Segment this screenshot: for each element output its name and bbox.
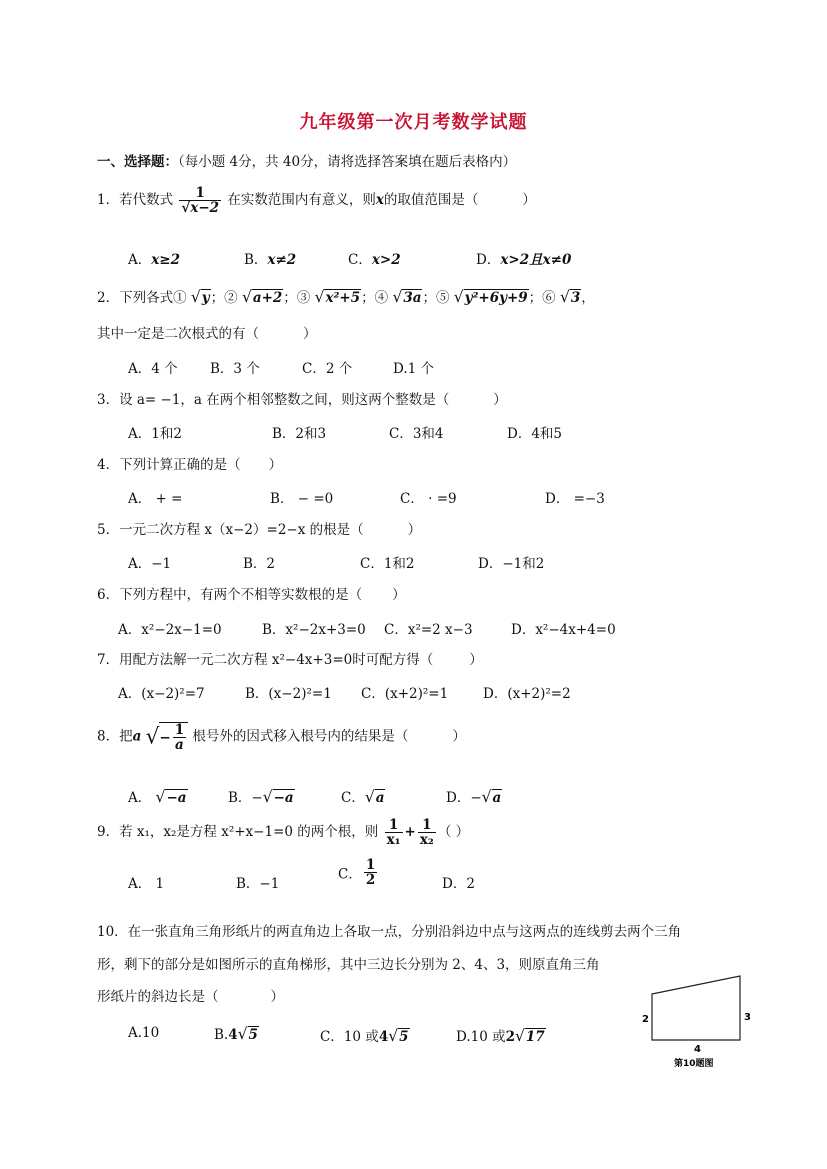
q3-option-d[interactable]: D．4和5 <box>507 426 563 442</box>
q10-option-d[interactable]: D.10 或2√17 <box>456 1027 545 1045</box>
q3-option-c[interactable]: C．3和4 <box>389 426 444 442</box>
q2-radical-3: √x²+5 <box>314 288 361 306</box>
question-4: 4．下列计算正确的是（ ） <box>97 457 283 473</box>
q8-var: a <box>132 728 142 745</box>
q1-option-c[interactable]: C．x>2 <box>348 252 401 268</box>
q8-text-post: 根号外的因式移入根号内的结果是（ <box>192 728 409 745</box>
q8-option-a[interactable]: A． √−a <box>128 788 187 806</box>
q6-option-a[interactable]: A．x²−2x−1=0 <box>118 622 222 638</box>
q10-option-b[interactable]: B.4√5 <box>214 1025 258 1043</box>
q4-option-b[interactable]: B． − =0 <box>270 491 334 507</box>
q5-option-a[interactable]: A．−1 <box>128 556 172 572</box>
q1-text-mid: 在实数范围内有意义，则 <box>227 192 376 209</box>
q1-close: ） <box>522 192 536 209</box>
q4-option-c[interactable]: C． · =9 <box>400 491 457 507</box>
q3-option-a[interactable]: A．1和2 <box>128 426 182 442</box>
q1-frac-num: 1 <box>195 185 205 201</box>
q3-option-b[interactable]: B．2和3 <box>272 426 327 442</box>
q2-radical-1: √y <box>190 288 210 306</box>
q4-option-a[interactable]: A． + = <box>128 491 183 507</box>
question-1 <box>97 186 536 215</box>
q1-var: x <box>375 192 384 209</box>
q6-option-d[interactable]: D．x²−4x+4=0 <box>511 622 616 638</box>
q2-radical-2: √a+2 <box>241 288 283 306</box>
q7-option-a[interactable]: A．(x−2)²=7 <box>118 686 205 702</box>
trapezoid-shape <box>652 976 740 1040</box>
q5-option-c[interactable]: C．1和2 <box>360 556 415 572</box>
page-title: 九年级第一次月考数学试题 <box>299 112 528 133</box>
question-7: 7．用配方法解一元二次方程 x²−4x+3=0时可配方得（ ） <box>97 652 483 668</box>
q1-frac-den: √x−2 <box>181 200 220 217</box>
question-9: 9．若 x₁，x₂是方程 x²+x−1=0 的两个根，则 $\frac{1}{\text{x₁}}$ + $\frac{1}{\text{x₂}}$ （ ） <box>97 817 470 849</box>
q6-option-b[interactable]: B．x²−2x+3=0 <box>262 622 366 638</box>
trapezoid-label-left: 2 <box>642 1014 649 1025</box>
q5-option-b[interactable]: B．2 <box>243 556 276 572</box>
q9-option-a[interactable]: A． 1 <box>128 876 165 892</box>
q9-option-d[interactable]: D．2 <box>442 876 475 892</box>
q1-text-pre: 若代数式 <box>119 192 174 209</box>
q1-option-a[interactable]: A．x≥2 <box>128 252 181 268</box>
q2-line-2: 其中一定是二次根式的有（ ） <box>97 326 317 342</box>
question-8: 8．把a √ − $\frac{1}{a}$ 根号外的因式移入根号内的结果是（ ） <box>97 722 466 754</box>
q9-option-c[interactable]: C． $\frac{1}{2}$ <box>338 857 376 889</box>
q8-option-d[interactable]: D．−√a <box>446 788 502 806</box>
q1-fraction <box>179 186 221 215</box>
q7-option-c[interactable]: C．(x+2)²=1 <box>361 686 449 702</box>
q9-fraction-2: $\frac{1}{\text{x₂}}$ <box>419 817 434 849</box>
q1-number: 1． <box>97 192 120 209</box>
q2-option-a[interactable]: A．4 个 <box>128 361 178 377</box>
question-2: 2．下列各式① √y；② √a+2；③ √x²+5；④ √3a；⑤ √y²+6y+9；⑥ √3， <box>97 288 595 306</box>
q2-option-c[interactable]: C．2 个 <box>302 361 353 377</box>
question-5: 5．一元二次方程 x（x−2）=2−x 的根是（ ） <box>97 522 422 538</box>
question-6: 6．下列方程中，有两个不相等实数根的是（ ） <box>97 587 406 603</box>
question-3: 3．设 a= −1，a 在两个相邻整数之间，则这两个整数是（ ） <box>97 392 507 408</box>
section-heading-label: 一、选择题： <box>97 154 178 170</box>
section-heading <box>97 150 516 170</box>
q2-option-d[interactable]: D.1 个 <box>393 361 435 377</box>
q5-option-d[interactable]: D．−1和2 <box>478 556 545 572</box>
q6-option-c[interactable]: C．x²=2 x−3 <box>384 622 473 638</box>
q8-fraction: $\frac{1}{a}$ <box>174 722 185 754</box>
section-note: （每小题 4分，共 40分，请将选择答案填在题后表格内） <box>178 154 517 170</box>
q2-radical-5: √y²+6y+9 <box>453 288 528 306</box>
q4-option-d[interactable]: D． =−3 <box>545 491 605 507</box>
q1-option-d[interactable]: D．x>2且x≠0 <box>476 252 572 268</box>
q10-line-1: 10．在一张直角三角形纸片的两直角边上各取一点，分别沿斜边中点与这两点的连线剪去两个三角 <box>97 924 682 940</box>
q2-radical-6: √3 <box>559 288 581 306</box>
q10-option-c[interactable]: C．10 或4√5 <box>320 1027 409 1045</box>
q7-option-d[interactable]: D．(x+2)²=2 <box>483 686 571 702</box>
q2-option-b[interactable]: B．3 个 <box>210 361 260 377</box>
q2-number: 2． <box>97 290 120 306</box>
q7-option-b[interactable]: B．(x−2)²=1 <box>245 686 332 702</box>
figure-caption: 第10题图 <box>674 1059 714 1069</box>
q8-option-c[interactable]: C．√a <box>341 788 385 806</box>
q9-option-b[interactable]: B．−1 <box>236 876 280 892</box>
q2-radical-4: √3a <box>392 288 422 306</box>
q2-text-pre: 下列各式① <box>119 290 187 306</box>
q1-option-b[interactable]: B．x≠2 <box>244 252 297 268</box>
q8-option-b[interactable]: B．−√−a <box>228 788 294 806</box>
trapezoid-label-bottom: 4 <box>694 1044 701 1055</box>
trapezoid-label-right: 3 <box>744 1012 751 1023</box>
q10-figure-trapezoid <box>636 968 756 1072</box>
q1-text-post: 的取值范围是（ <box>383 192 479 209</box>
q9-fraction-1: $\frac{1}{\text{x₁}}$ <box>386 817 401 849</box>
q10-line-3: 形纸片的斜边长是（ ） <box>97 989 284 1005</box>
q10-line-2: 形，剩下的部分是如图所示的直角梯形，其中三边长分别为 2、4、3，则原直角三角 <box>97 957 600 973</box>
q10-option-a[interactable]: A.10 <box>128 1025 160 1041</box>
